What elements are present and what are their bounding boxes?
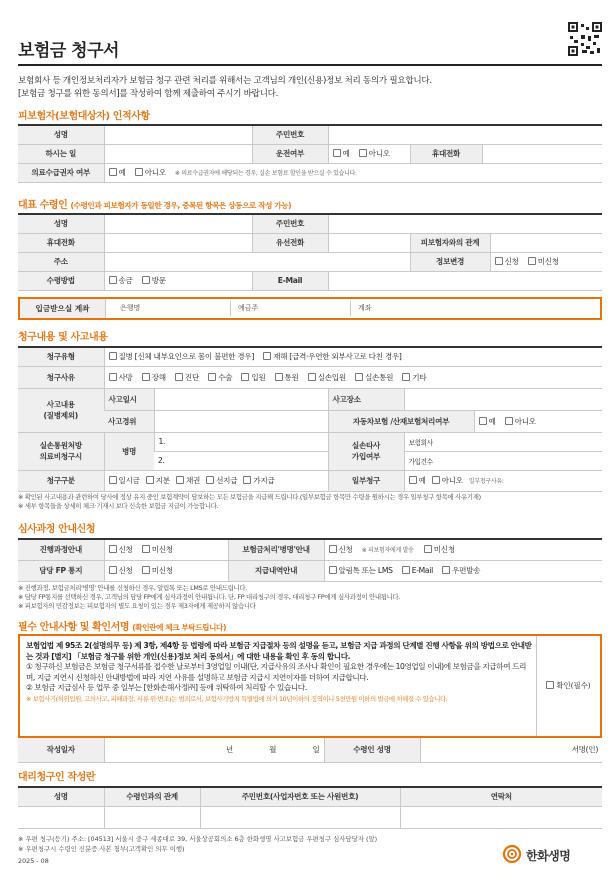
category-option[interactable] [243, 476, 274, 485]
claim-type-injury-option[interactable] [263, 352, 401, 361]
reason-option[interactable] [308, 373, 346, 382]
label-medical-aid: 의료수급권자 여부 [18, 163, 104, 182]
signature-table [18, 738, 602, 763]
review-notes [18, 584, 400, 611]
option-label: 통원 [284, 372, 299, 382]
note-line: ※ 세부 항목들을 상세히 체크·기재시 보다 신속한 보험금 지급이 가능합니다. [18, 502, 219, 510]
label-line: 실손타사 [351, 441, 381, 450]
option-label: 질병 [신체 내부요인으로 몸이 불편한 경우] [118, 352, 254, 362]
note-line: ※ 확인된 사고내용과 관련하여 당사에 정상 유지 중인 보험계약이 담보하는 모든 보험금을 지급해 드립니다.(일부보험금 항목만 수령을 원하시는 경우 일부청구 항목에 사유기재) [18, 493, 481, 501]
year-label: 년 [225, 745, 233, 755]
medical-aid-note: ※ 의료수급권자에 해당되는 경우, 실손 보험료 할인을 받으실 수 있습니다. [174, 170, 357, 177]
notice-post-option[interactable] [442, 566, 480, 575]
payment-notice-options [324, 560, 602, 581]
agent-rrn-field[interactable] [200, 806, 400, 828]
option-label: 예 [418, 476, 426, 485]
checkbox-icon [175, 373, 183, 381]
month-label: 월 [269, 745, 277, 755]
label-agent-contact: 연락처 [400, 787, 602, 806]
checkbox-icon [308, 373, 316, 381]
receive-visit-option[interactable] [142, 276, 166, 285]
category-option[interactable] [206, 476, 237, 485]
checkbox-icon [142, 373, 150, 381]
sign-label: 서명(인) [571, 745, 598, 755]
label-line: 실손통원처방 [39, 441, 82, 450]
label-driving: 운전여부 [252, 144, 328, 163]
option-label: 미신청 [433, 545, 455, 555]
recipient-rrn-field[interactable] [328, 214, 602, 233]
claim-form-page [18, 0, 602, 888]
checkbox-icon [109, 373, 117, 381]
label-loss-claim [18, 432, 104, 470]
section-insured-title: 피보험자(보험대상자) 인적사항 [18, 111, 150, 122]
option-label: 실손입원 [317, 372, 346, 382]
option-label: 일시금 [118, 476, 140, 485]
option-label: 기타 [412, 372, 427, 382]
insured-job-field[interactable] [104, 144, 252, 163]
section-confirm-title [18, 618, 226, 633]
disease-notice-note: ※ 피보험자에게 발송 [361, 547, 414, 555]
fp-no-option[interactable] [142, 566, 173, 575]
driving-options [328, 144, 410, 163]
progress-apply-option[interactable] [109, 545, 133, 554]
label-line: 가입여부 [351, 452, 381, 461]
checkbox-icon [142, 276, 150, 284]
signature-field[interactable] [420, 738, 602, 762]
checkbox-icon [409, 476, 417, 484]
date-field[interactable] [104, 738, 324, 762]
checkbox-icon [243, 476, 251, 484]
review-table [18, 538, 602, 582]
divider [230, 301, 231, 316]
partial-claim-options [404, 470, 602, 491]
label-line: 의료비청구시 [39, 452, 82, 461]
account-number-field[interactable]: 계좌 [358, 304, 372, 312]
checkbox-icon [208, 373, 216, 381]
day-label: 일 [312, 745, 320, 755]
checkbox-icon [424, 545, 432, 553]
section-claim-title: 청구내용 및 사고내용 [18, 332, 108, 343]
label-rrn: 주민번호 [252, 214, 328, 233]
claim-reason-options [104, 366, 602, 388]
reason-option[interactable] [355, 373, 393, 382]
reason-option[interactable] [142, 373, 166, 382]
agent-table [18, 786, 602, 829]
confirm-paragraph: ① 청구하신 보험금은 보험금 청구서류를 접수한 날로부터 3영업일 이내(단, 지급사유의 조사나 확인이 필요한 경우에는 10영업일 이내)에 보험금을 지급하여 드리며, 지급 지연시 신청하신 안내방법에 따라 지연 사유를 설명하고 보험금 지급시 지연이자를 더하여 지급합니다. [26, 662, 527, 682]
auto-ins-yes-option[interactable] [479, 417, 496, 426]
page-title: 보험금 청구서 [18, 41, 119, 61]
checkbox-icon [329, 545, 337, 553]
section-title-text: 대표 수령인 [18, 200, 68, 211]
option-label: 미신청 [537, 257, 559, 266]
option-label: 아니오 [514, 416, 536, 426]
accident-detail-field[interactable] [154, 410, 328, 432]
checkbox-icon [275, 373, 283, 381]
company-logo [502, 843, 602, 867]
checkbox-icon [528, 257, 536, 265]
label-fp-notice: 담당 FP 통지 [18, 560, 104, 581]
label-claim-category: 청구구분 [18, 470, 104, 491]
partial-reason-field[interactable]: 일부청구사유: [468, 478, 504, 485]
label-mobile: 휴대전화 [18, 233, 104, 252]
fraud-warning: ※ 보험사기(허위입원, 고의사고, 피해과장, 서류 위·변조)는 범죄로서, 보험사기방지 특별법에 의거 10년이하의 징역이나 5천만원 이하의 벌금에 처해질 수 있습니다. [26, 694, 448, 703]
qr-code [568, 22, 602, 56]
option-label: 예 [342, 149, 350, 158]
option-label: 미신청 [151, 566, 173, 575]
option-label: 신청 [504, 257, 519, 266]
footer-line: ※ 우편청구시 수령인 신분증 사본 첨부(고객확인 의무 이행) [18, 845, 185, 853]
label-name: 성명 [18, 125, 104, 144]
option-label: 입원 [251, 372, 266, 382]
label-partial-claim: 일부청구 [328, 470, 404, 491]
confirm-label: 확인(필수) [556, 681, 591, 690]
reason-option[interactable] [241, 373, 265, 382]
reason-option[interactable] [109, 373, 133, 382]
label-line: 사고내용 [46, 400, 75, 409]
checkbox-icon [109, 476, 117, 484]
reason-option[interactable] [175, 373, 199, 382]
label-date: 작성일자 [18, 738, 104, 762]
label-signer: 수령인 성명 [324, 738, 420, 762]
recipient-table [18, 213, 602, 291]
checkbox-icon [241, 373, 249, 381]
divider [350, 301, 351, 316]
option-label: 신청 [338, 545, 353, 555]
recipient-phone-field[interactable] [328, 233, 410, 252]
recipient-relation-field[interactable] [490, 233, 602, 252]
auto-ins-no-option[interactable] [505, 417, 536, 426]
option-label: 아니오 [441, 476, 463, 485]
accident-date-field[interactable] [154, 388, 328, 410]
info-change-options [490, 252, 602, 271]
reason-option[interactable] [402, 373, 426, 382]
checkbox-icon [263, 352, 271, 360]
checkbox-icon [329, 566, 337, 574]
confirm-checkbox[interactable] [536, 636, 600, 736]
label-agent-rrn: 주민번호(사업자번호 또는 사원번호) [200, 787, 400, 806]
label-diagnosis: 병명 [104, 432, 154, 470]
label-agent-relation: 수령인과의 관계 [104, 787, 200, 806]
option-label: 송금 [118, 276, 133, 285]
insured-rrn-field[interactable] [328, 125, 602, 144]
option-label: 장해 [151, 372, 166, 382]
label-address: 주소 [18, 252, 104, 271]
progress-no-option[interactable] [142, 545, 173, 554]
label-email: E-Mail [252, 271, 328, 290]
insured-mobile-field[interactable] [482, 144, 602, 163]
checkbox-icon [479, 417, 487, 425]
label-name: 성명 [18, 214, 104, 233]
option-label: 미신청 [151, 545, 173, 555]
label-accident-date: 사고일시 [104, 388, 154, 410]
insured-table [18, 124, 602, 183]
note-line: ※ 담당 FP통지를 선택하신 경우, 고객님의 담당 FP에게 심사과정이 안내됩니다. 단, FP 대리청구의 경우, 대리청구 FP에게 심사과정이 안내됩니다. [18, 593, 401, 601]
checkbox-icon [109, 276, 117, 284]
hanwha-logo-icon [502, 844, 522, 864]
confirm-box [18, 634, 602, 738]
holder-field[interactable]: 예금주 [238, 304, 259, 312]
intro-text [18, 75, 432, 101]
section-recipient-title [18, 196, 291, 211]
option-label: 선지급 [216, 476, 238, 485]
fp-apply-option[interactable] [109, 566, 133, 575]
intro-line: [보험금 청구를 위한 동의서]를 작성하여 함께 제출하여 주시기 바랍니다. [18, 89, 279, 99]
claim-notes [18, 493, 481, 511]
option-label: 가지급 [253, 476, 275, 485]
label-accident-detail: 사고경위 [104, 410, 154, 432]
category-option[interactable] [176, 476, 200, 485]
footer-line: ※ 우편 청구(등기) 주소: [04513] 서울시 중구 세종대로 39, 서울상공회의소 6층 한화생명 사고보험금 우편청구 심사담당자 (앞) [18, 835, 378, 843]
section-review-title: 심사과정 안내신청 [18, 524, 96, 535]
partial-yes-option[interactable] [409, 476, 426, 485]
reason-option[interactable] [208, 373, 232, 382]
recipient-email-field[interactable] [328, 271, 602, 290]
partial-no-option[interactable] [432, 476, 463, 485]
label-claim-reason: 청구사유 [18, 366, 104, 388]
agent-contact-field[interactable] [400, 806, 602, 828]
label-payment-notice: 지급내역안내 [228, 560, 324, 581]
checkbox-icon [432, 476, 440, 484]
agent-relation-field[interactable] [104, 806, 200, 828]
auto-insurance-options [474, 410, 602, 432]
label-auto-insurance: 자동차보험 /산재보험처리여부 [328, 410, 474, 432]
diagnosis-2-field[interactable]: 2. [154, 451, 328, 470]
title-divider [18, 64, 602, 66]
option-label: 예 [118, 168, 126, 177]
section-title-text: 필수 안내사항 및 확인서명 [18, 622, 130, 633]
info-change-apply-option[interactable] [495, 257, 519, 266]
other-insurer-count-field[interactable]: 가입건수 [404, 451, 602, 470]
label-accident-place: 사고장소 [328, 388, 404, 410]
driving-yes-option[interactable] [333, 149, 350, 158]
form-version: 2025 - 08 [18, 857, 49, 865]
option-label: 수술 [218, 372, 233, 382]
option-label: 실손통원 [365, 372, 394, 382]
checkbox-icon [109, 566, 117, 574]
checkbox-icon [505, 417, 513, 425]
label-relation: 피보험자와의 관계 [410, 233, 490, 252]
label-claim-type: 청구유형 [18, 347, 104, 366]
intro-line: 보험회사 등 개인정보처리자가 보험금 청구 관련 처리를 위해서는 고객님의 개인(신용)정보 처리 동의가 필요합니다. [18, 76, 432, 86]
account-box [18, 297, 602, 320]
checkbox-icon [109, 545, 117, 553]
checkbox-icon [135, 168, 143, 176]
medical-aid-yes-option[interactable] [109, 168, 126, 177]
checkbox-icon [176, 476, 184, 484]
recipient-address-field[interactable] [104, 252, 410, 271]
fp-notice-options [104, 560, 228, 581]
category-option[interactable] [146, 476, 170, 485]
disease-notice-options [324, 539, 602, 560]
label-job: 하시는 일 [18, 144, 104, 163]
option-label: 진단 [184, 372, 199, 382]
notice-sms-option[interactable] [329, 566, 393, 575]
agent-name-field[interactable] [18, 806, 104, 828]
recipient-name-field[interactable] [104, 214, 252, 233]
label-receive-method: 수령방법 [18, 271, 104, 290]
note-line: ※ 진행과정, 보험금처리'병명' 안내를 신청하신 경우, 알림톡 또는 LMS로 안내드립니다. [18, 584, 247, 592]
option-label: 채권 [185, 476, 201, 485]
receive-method-options [104, 271, 252, 290]
label-disease-name-notice: 보험금처리'병명'안내 [228, 539, 324, 560]
note-line: ※ 피보험자의 민감정보는 피보험자의 별도 요청이 있는 경우 제3자에게 제공하지 않습니다 [18, 602, 256, 610]
label-agent-name: 성명 [18, 787, 104, 806]
notice-email-option[interactable] [402, 566, 433, 575]
checkbox-icon [142, 545, 150, 553]
option-label: 아니오 [144, 168, 166, 177]
checkbox-icon [495, 257, 503, 265]
diagnosis-1-field[interactable]: 1. [154, 432, 328, 451]
claim-type-disease-option[interactable] [109, 352, 255, 361]
other-insurer-company-field[interactable]: 보험회사 [404, 432, 602, 451]
logo-text: 한화생명 [526, 849, 571, 863]
checkbox-icon [402, 566, 410, 574]
checkbox-icon [142, 566, 150, 574]
option-label: 예 [488, 416, 496, 426]
insured-name-field[interactable] [104, 125, 252, 144]
confirm-paragraph: ② 보험금 지급심사 등 업무 중 일부는 [한화손해사정㈜] 등에 위탁하여 처리할 수 있습니다. [26, 683, 307, 693]
checkbox-icon [333, 149, 341, 157]
info-change-no-option[interactable] [528, 257, 559, 266]
checkbox-icon [402, 373, 410, 381]
checkbox-icon [546, 681, 554, 689]
disease-notice-no-option[interactable] [424, 545, 455, 554]
checkbox-icon [109, 352, 117, 360]
claim-category-options [104, 470, 328, 491]
label-info-change: 정보변경 [410, 252, 490, 271]
category-option[interactable] [109, 476, 140, 485]
checkbox-icon [109, 168, 117, 176]
label-progress: 진행과정안내 [18, 539, 104, 560]
disease-notice-apply-option[interactable] [329, 545, 353, 554]
label-rrn: 주민번호 [252, 125, 328, 144]
option-label: 우편발송 [452, 566, 481, 575]
checkbox-icon [146, 476, 154, 484]
footer-notes [18, 834, 377, 866]
recipient-mobile-field[interactable] [104, 233, 252, 252]
claim-table [18, 346, 602, 492]
checkbox-icon [355, 373, 363, 381]
option-label: 알림톡 또는 LMS [338, 566, 393, 575]
medical-aid-no-option[interactable] [135, 168, 166, 177]
label-other-insurer [328, 432, 404, 470]
driving-no-option[interactable] [359, 149, 390, 158]
checkbox-icon [442, 566, 450, 574]
section-agent-title: 대리청구인 작성란 [18, 772, 96, 783]
option-label: 사망 [118, 372, 133, 382]
option-label: 지분 [155, 476, 170, 485]
receive-transfer-option[interactable] [109, 276, 133, 285]
accident-place-field[interactable] [404, 388, 602, 410]
option-label: 아니오 [368, 149, 390, 158]
reason-option[interactable] [275, 373, 299, 382]
option-label: 신청 [118, 566, 133, 575]
bank-field[interactable]: 은행명 [120, 304, 141, 312]
option-label: 재해 [급격·우연한 외부사고로 다친 경우] [273, 352, 402, 362]
option-label: 방문 [151, 276, 166, 285]
label-mobile: 휴대전화 [410, 144, 482, 163]
option-label: 신청 [118, 545, 133, 555]
section-title-note: (확인란에 체크 부탁드립니다) [132, 623, 227, 632]
checkbox-icon [206, 476, 214, 484]
progress-options [104, 539, 228, 560]
confirm-paragraph: 보험업법 제 95조 2(설명의무 등) 제 3항, 제4항 등 법령에 따라 보험금 지급절차 등의 설명을 듣고, 보험금 지급 과정의 단계별 진행 사항을 위의 방법으로 안내받는 것과 [별지] 「보험금 청구를 위한 개인(신용)정보 처리 동의서」에 대한 내용을 확인 후 동의 합니다. [26, 641, 532, 661]
label-line: (질병제외) [43, 411, 78, 420]
label-accident [18, 388, 104, 432]
label-phone: 유선전화 [252, 233, 328, 252]
claim-type-options [104, 347, 602, 366]
checkbox-icon [359, 149, 367, 157]
label-account: 입금받으실 계좌 [20, 299, 106, 318]
section-title-note: (수령인과 피보험자가 동일한 경우, 중복된 항목은 상동으로 작성 가능) [70, 201, 292, 210]
confirm-text [26, 641, 532, 705]
option-label: E-Mail [411, 566, 433, 575]
medical-aid-options [104, 163, 602, 182]
